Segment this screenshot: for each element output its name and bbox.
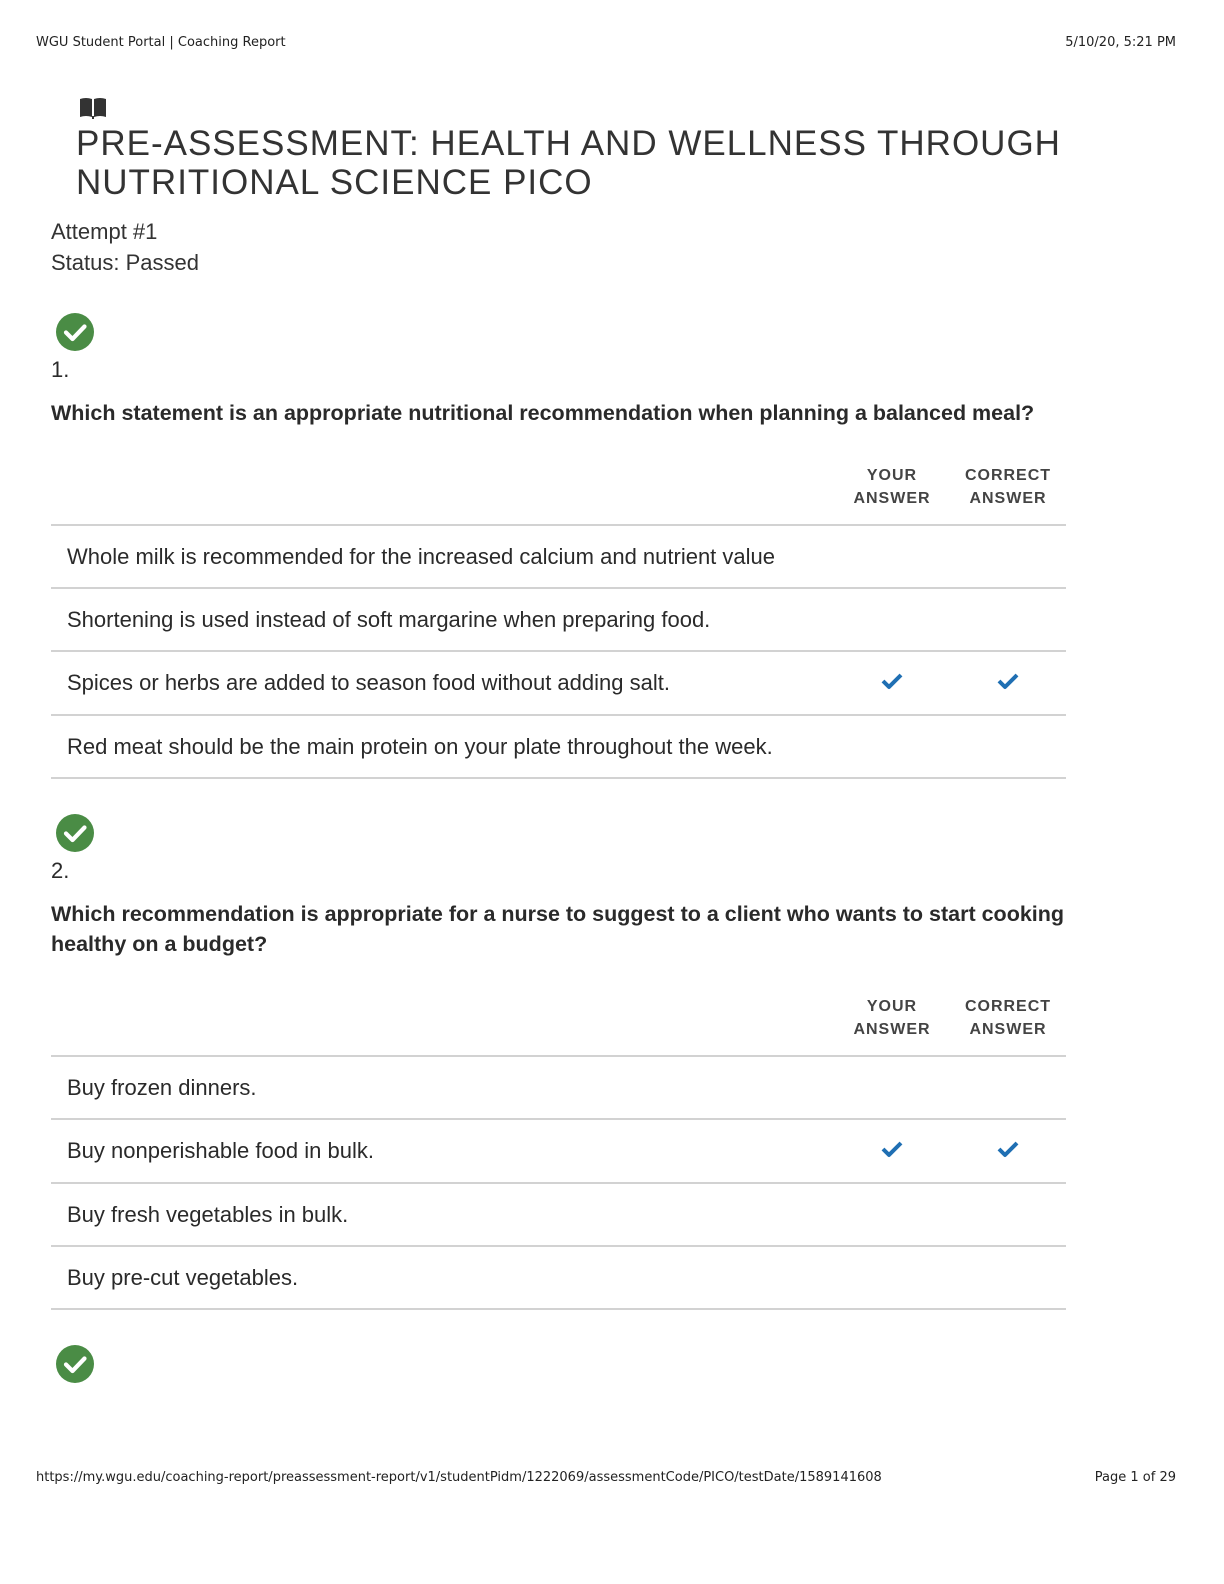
answer-option-text: Whole milk is recommended for the increased calcium and nutrient value [67,543,775,569]
answer-option-text: Buy frozen dinners. [67,1074,257,1100]
answer-table-header [51,464,1066,525]
print-header-title: WGU Student Portal | Coaching Report [36,35,286,50]
correct-answer-cell [950,588,1066,651]
option-column-header [51,995,834,1056]
print-header-datetime: 5/10/20, 5:21 PM [1065,35,1176,50]
attempt-info [51,216,1066,278]
page-number: Page 1 of 29 [1094,1470,1176,1485]
print-header [36,35,1176,50]
correct-answer-cell [950,525,1066,588]
print-footer [36,1470,1176,1485]
answer-option-row [51,1056,1066,1119]
correct-answer-cell [950,715,1066,778]
answer-option-row [51,525,1066,588]
correct-answer-cell [950,1183,1066,1246]
question-1 [51,312,1066,779]
your-answer-cell [834,1183,950,1246]
your-answer-column-header: YOUR ANSWER [853,467,931,507]
your-answer-cell [834,525,950,588]
correct-answer-cell [950,1246,1066,1309]
answer-option-row [51,588,1066,651]
your-answer-cell [834,651,950,715]
answer-option-text: Buy nonperishable food in bulk. [67,1138,374,1163]
attempt-number: Attempt #1 [51,219,158,244]
question-text: Which statement is an appropriate nutritional recommendation when planning a balanced meal? [51,401,1035,425]
question-2 [51,813,1066,1310]
checkmark-icon [997,1140,1019,1158]
your-answer-cell [834,1056,950,1119]
correct-check-icon [55,813,95,853]
question-3 [51,1344,1066,1384]
your-answer-cell [834,715,950,778]
correct-answer-cell [950,1119,1066,1183]
correct-check-icon [55,312,95,352]
your-answer-column-header: YOUR ANSWER [853,998,931,1038]
answer-option-row [51,1183,1066,1246]
answer-table [51,464,1066,779]
answer-table-header [51,995,1066,1056]
question-text: Which recommendation is appropriate for a nurse to suggest to a client who wants to start cooking healthy on a budget? [51,902,1065,956]
page-title: PRE-ASSESSMENT: HEALTH AND WELLNESS THROUGH NUTRITIONAL SCIENCE PICO [76,124,1061,202]
book-icon [78,96,108,120]
your-answer-cell [834,1246,950,1309]
answer-option-text: Spices or herbs are added to season food without adding salt. [67,670,670,695]
answer-option-text: Buy pre-cut vegetables. [67,1264,299,1290]
answer-option-text: Red meat should be the main protein on your plate throughout the week. [67,733,773,759]
report-content [51,96,1066,1384]
correct-answer-cell [950,1056,1066,1119]
question-number: 2. [51,858,70,883]
answer-option-row [51,715,1066,778]
option-column-header [51,464,834,525]
checkmark-icon [881,672,903,690]
checkmark-icon [997,672,1019,690]
correct-check-icon [55,1344,95,1384]
your-answer-cell [834,1119,950,1183]
your-answer-cell [834,588,950,651]
answer-option-text: Buy fresh vegetables in bulk. [67,1201,349,1227]
answer-table [51,995,1066,1310]
correct-answer-column-header: CORRECT ANSWER [964,467,1052,507]
correct-answer-column-header: CORRECT ANSWER [964,998,1052,1038]
answer-option-text: Shortening is used instead of soft margarine when preparing food. [67,606,711,632]
checkmark-icon [881,1140,903,1158]
attempt-status: Status: Passed [51,250,199,275]
answer-option-row [51,651,1066,715]
answer-option-row [51,1119,1066,1183]
correct-answer-cell [950,651,1066,715]
page-url: https://my.wgu.edu/coaching-report/preassessment-report/v1/studentPidm/1222069/assessmentCode/PICO/testDate/1589141608 [36,1470,882,1485]
question-number: 1. [51,357,70,382]
answer-option-row [51,1246,1066,1309]
